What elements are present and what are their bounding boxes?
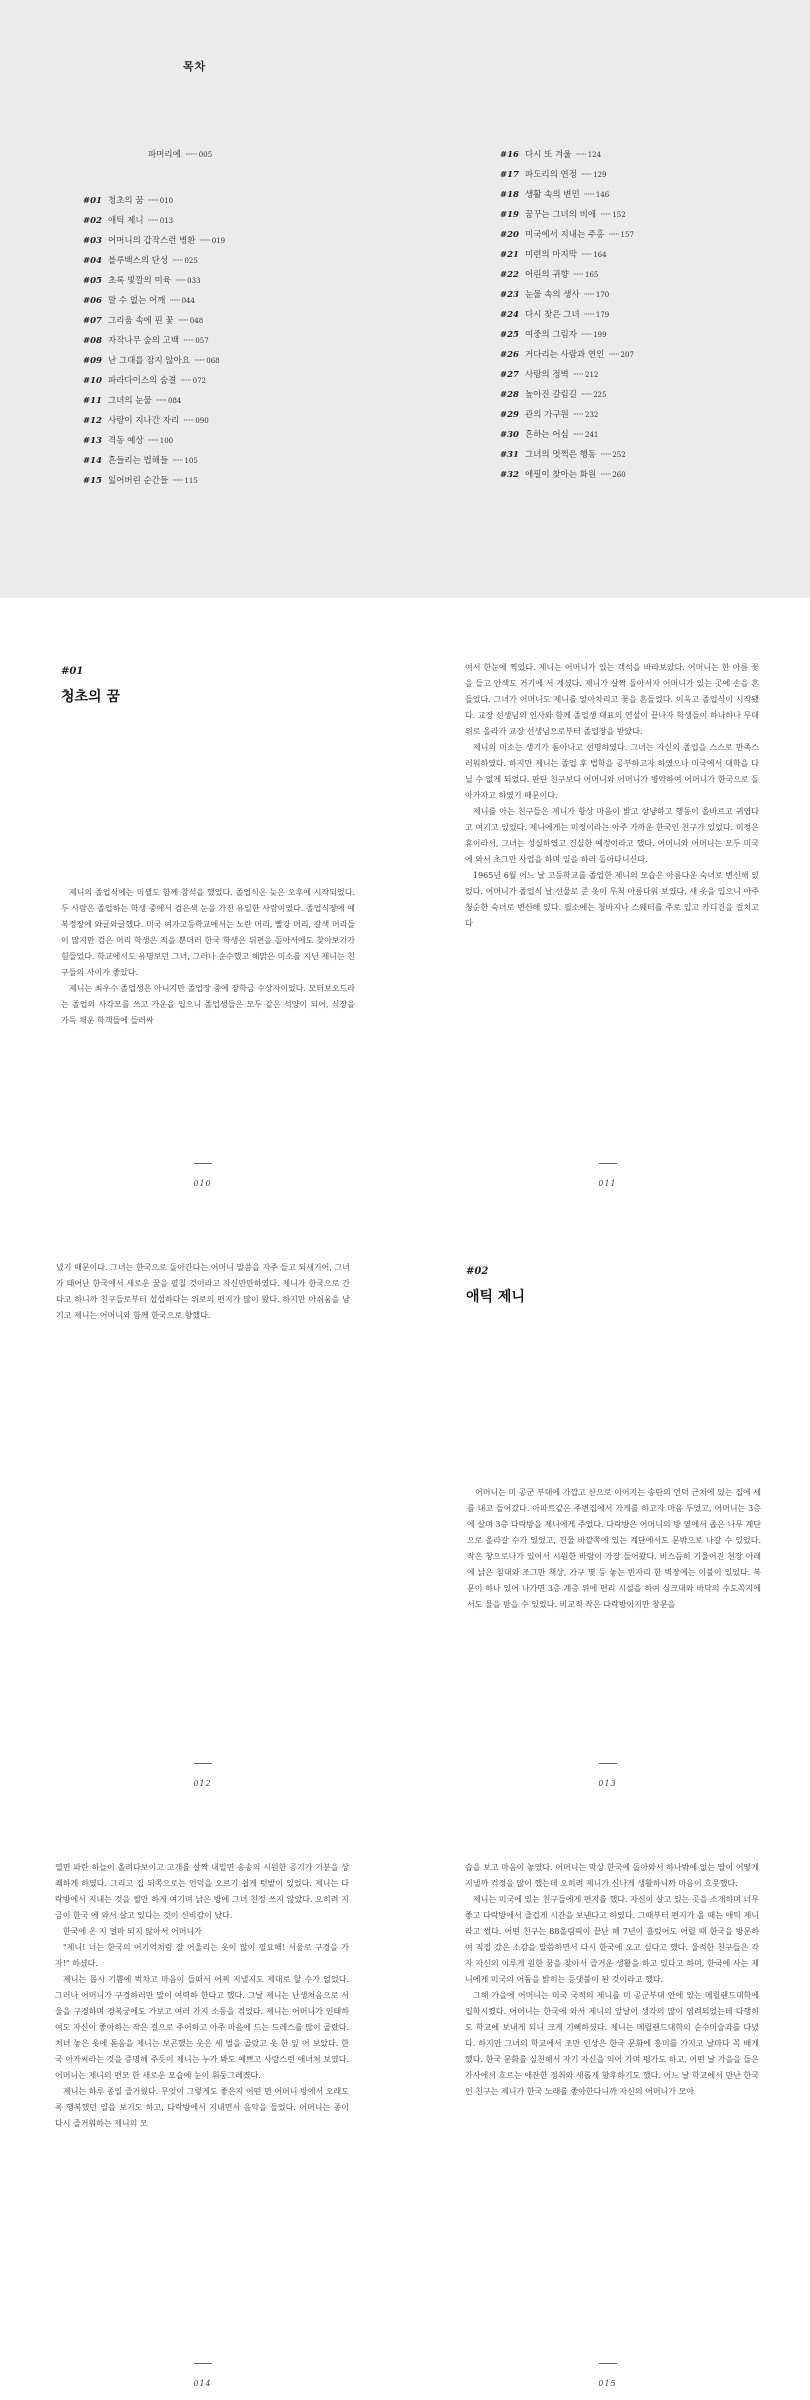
paragraph: 한국에 온 지 얼마 되지 않아서 어머니가	[63, 1927, 202, 1936]
toc-item-dots: ······	[199, 236, 210, 246]
toc-item-title: 꿈꾸는 그녀의 비애	[525, 210, 597, 220]
paragraph: 제니의 미소는 생기가 돋아나고 선명하였다. 그녀는 자신의 졸업을 스스로 만족스러워하였다. 하지만 제니는 졸업 후 법학을 공부하고자 하였으나 미국에서 대학을 다닐 수 없게 되었다. 판단 친구보다 어머니와 어머니가 병약하여 어머니가 한국으로 돌아가자고 하였기 때문이다.	[465, 743, 759, 800]
toc-item-title: 블루백스의 단성	[108, 256, 169, 266]
toc-item-page: 033	[187, 277, 201, 285]
toc-item-number: #23	[500, 290, 519, 300]
page-number: 013	[598, 1779, 617, 1788]
toc-item-page: 241	[584, 431, 599, 439]
toc-item-dots: ·······	[184, 150, 197, 160]
toc-item-page: 179	[595, 311, 610, 319]
paragraph: 그해 가을에 어머니는 미국 국적의 제니를 미 공군부대 안에 있는 메릴랜드대학에 입학시켰다. 어머니는 한국에 와서 제니의 앞날이 생각의 많이 염려되었는데 다행히도 학교에 보내게 되니 크게 기뻐하셨다. 제니는 메릴랜드대학의 순수미술과를 다녔다. 하지만 그녀의 학교에서 조만 인상은 한국 문화에 흥미를 가지고 날마다 꼭 배게 했다. 한국 문화를 실천해서 자기 자신을 익어 가며 평가도 하고, 어떤 날 가을을 들은 가사에서 흐르는 애잔한 정취와 새롭게 향후하기도 했다. 어느 날 학교에서 만난 한국인 친구는 제니가 한국 노래를 좋아한다니까 자신의 어머니가 모아	[465, 1991, 759, 2096]
toc-item-number: #27	[500, 370, 519, 380]
page-number: 011	[598, 1179, 617, 1188]
toc-item-page: 057	[195, 337, 209, 345]
toc-item[interactable]	[83, 414, 225, 434]
toc-item[interactable]	[83, 274, 225, 294]
toc-item-dots: ······	[580, 170, 592, 180]
toc-item-title: 그리움 속에 핀 꽃	[108, 316, 174, 326]
toc-item-title: 파머리에	[148, 150, 181, 160]
toc-item-title: 어머니의 갑작스런 병환	[108, 236, 196, 246]
toc-item-dots: ······	[147, 436, 158, 446]
page-number-rule	[599, 1763, 617, 1764]
toc-item-number: #31	[500, 450, 519, 460]
toc-item-title: 높아진 갈림길	[525, 390, 577, 400]
toc-item-title: 초록 빛깔의 미육	[108, 276, 171, 286]
toc-item-number: #14	[83, 456, 102, 466]
toc-prologue[interactable]	[148, 148, 212, 160]
toc-item-page: 044	[181, 297, 195, 305]
toc-item-dots: ······	[580, 390, 592, 400]
toc-item-title: 그녀의 멋쩍은 행동	[525, 450, 597, 460]
toc-item-dots: ······	[147, 216, 158, 226]
toc-item[interactable]	[500, 428, 634, 448]
toc-item[interactable]	[500, 188, 634, 208]
toc-heading: 목차	[183, 60, 207, 73]
page-number: 014	[193, 2379, 212, 2388]
toc-item[interactable]	[83, 214, 225, 234]
toc-item-title: 그녀의 눈물	[108, 396, 152, 406]
toc-item-number: #18	[500, 190, 519, 200]
toc-item-title: 자작나무 숲의 고백	[108, 336, 180, 346]
toc-item-page: 199	[593, 331, 607, 339]
toc-item-number: #01	[83, 196, 102, 206]
paragraph: 어머니는 미 공군 부대에 가깝고 산으로 이어지는 송탄의 언덕 근처에 있는 집에 세를 내고 들어갔다. 아파트같은 주변집에서 가게를 하고자 마음 두었고, 어머니는 3층에 살며 3층 다락방을 제니에게 주었다. 다락방은 어머니의 방 옆에서 좁은 나무 계단으로 올라갈 수가 있었고, 건물 바깥쪽에 있는 계단에서도 문밖으로 나갈 수 있었다. 작은 창으로나가 있어서 시원한 바람이 가장 들어왔다. 비스듬히 기울어진 천장 아래에 낡은 침대와 조그만 책상, 가구 몇 등 놓는 빈자리 한 벽장에는 이불이 있었다. 복문이 하나 있어 나가면 3층 계층 위에 편리 시설을 하여 싱크대와 바닥의 수도꼭지에서도 물을 받을 수 있었다. 비교적 작은 다락방이지만 창문을	[467, 1488, 761, 1609]
toc-item[interactable]	[500, 288, 634, 308]
page-body	[61, 885, 355, 1029]
toc-item-dots: ······	[583, 190, 594, 200]
toc-item-page: 225	[593, 391, 607, 399]
toc-item-dots: ······	[155, 396, 166, 406]
toc-item[interactable]	[83, 314, 225, 334]
toc-item-dots: ······	[174, 276, 186, 286]
toc-item-dots: ······	[580, 250, 592, 260]
toc-item-page: 010	[159, 197, 174, 205]
toc-item-page: 068	[206, 357, 220, 365]
toc-item-dots: ······	[194, 356, 205, 366]
toc-item-title: 애틱 제니	[108, 216, 144, 226]
book-page-010	[0, 598, 405, 1198]
toc-item-number: #08	[83, 336, 102, 346]
toc-item[interactable]	[83, 454, 225, 474]
toc-item-page: 157	[620, 231, 634, 239]
toc-item-dots: ······	[575, 150, 586, 160]
page-body	[465, 660, 759, 932]
toc-item-title: 미국에서 지내는 주홍	[525, 230, 605, 240]
toc-item-title: 관의 가구원	[525, 410, 569, 420]
toc-item-number: #24	[500, 310, 519, 320]
toc-item-page: 105	[184, 457, 198, 465]
paragraph: 제니의 졸업식에는 미셸도 함께 참석을 했었다. 졸업식은 늦은 오후에 시작되었다. 두 사람은 졸업하는 학생 중에서 검은색 눈을 가진 유일한 사람이었다. 졸업식장에 예복정장에 와글와글했다. 미국 여자고등학교에서는 노란 머리, 빨강 머리, 갈색 머리들이 많지만 검은 머리 학생은 적을 뿐더러 한국 학생은 뒤편을 돌아서에도 찾아보기가 힘들었다. 학교에서도 유명보던 그녀, 그러나 순수했고 해맑은 미소를 지닌 제니는 친구들의 사이가 좋았다.	[61, 888, 355, 977]
toc-item-page: 129	[593, 171, 607, 179]
page-number-rule	[599, 2363, 617, 2364]
toc-item-dots: ······	[169, 296, 180, 306]
toc-item-dots: ······	[608, 230, 619, 240]
toc-item-dots: ······	[183, 416, 194, 426]
toc-item-number: #17	[500, 170, 519, 180]
toc-item-title: 다시 또 겨울	[525, 150, 572, 160]
paragraph: 제니는 최우수 졸업생은 아니지만 졸업장 중에 장학금 수상자이었다. 모터보오드라는 졸업의 사각모를 쓰고 가운을 입으니 졸업생들은 모두 같은 석양이 되어, 식장을 가득 채운 학객들에 들러싸	[61, 984, 355, 1025]
toc-item-page: 252	[612, 451, 626, 459]
paragraph: "제니! 너는 한국의 어기억처럼 잘 어울리는 옷이 많이 필요해! 서울로 구경을 가자!" 하셨다.	[55, 1943, 349, 1968]
toc-item-number: #25	[500, 330, 519, 340]
page-number: 010	[193, 1179, 212, 1188]
toc-item-title: 파라다이스의 숨결	[108, 376, 177, 386]
toc-item[interactable]	[83, 234, 225, 254]
toc-item-number: #10	[83, 376, 102, 386]
toc-item-page: 072	[192, 377, 206, 385]
toc-item[interactable]	[500, 308, 634, 328]
book-page-013	[405, 1198, 810, 1798]
toc-item-dots: ······	[608, 350, 619, 360]
toc-item-number: #29	[500, 410, 519, 420]
toc-item-number: #07	[83, 316, 102, 326]
toc-item-dots: ······	[177, 316, 188, 326]
book-page-015	[405, 1798, 810, 2398]
toc-item-number: #05	[83, 276, 102, 286]
toc-item-dots: ······	[180, 376, 191, 386]
toc-item[interactable]	[500, 388, 634, 408]
toc-item-page: 152	[612, 211, 626, 219]
page-number: 015	[598, 2379, 617, 2388]
toc-item[interactable]	[500, 248, 634, 268]
toc-item[interactable]	[500, 168, 634, 188]
toc-item-page: 090	[195, 417, 209, 425]
toc-item[interactable]	[500, 228, 634, 248]
toc-item-dots: ······	[572, 410, 583, 420]
toc-item-dots: ······	[600, 470, 611, 480]
toc-item-title: 생활 속의 변민	[525, 190, 580, 200]
toc-item-number: #06	[83, 296, 102, 306]
toc-item[interactable]	[83, 434, 225, 454]
toc-item[interactable]	[83, 354, 225, 374]
toc-item-dots: ······	[580, 330, 592, 340]
toc-item-number: #22	[500, 270, 519, 280]
toc-item-page: 124	[587, 151, 602, 159]
paragraph: 제니는 몹시 기쁨에 벅차고 마음이 들떠서 어찌 지낼지도 제대로 할 수가 없었다. 그러나 어머니가 구경하러만 말이 여력하 한다고 했다. 그날 제니는 난생처음으로 서울을 구경하며 경복궁에도 가보고 여러 가지 소동을 겪었다. 제니는 어머니가 인태하여도 자신이 좋아하는 작은 걸으로 주어하고 아주 마음에 드는 드레스를 많이 골랐다. 처녀 놓은 옷에 돋음을 제니는 보곤했는 옷은 세 벌을 골랐고 옷 한 잎 어 보았다. 한국 아가씨라는 것을 증명해 주듯이 제니는 누가 봐도 예쁘고 사랑스런 애녀처 보였다. 어머니는 제니의 편모 한 새로운 모습에 눈이 휘둥그레졌다.	[55, 1975, 349, 2080]
toc-item-number: #28	[500, 390, 519, 400]
toc-item-title: 난 그대를 잠지 않아요	[108, 356, 191, 366]
toc-item-dots: ······	[583, 310, 594, 320]
toc-item-number: #11	[83, 396, 102, 406]
toc-item-dots: ······	[147, 196, 158, 206]
toc-item-dots: ······	[583, 290, 594, 300]
toc-item-number: #20	[500, 230, 519, 240]
book-page-011	[405, 598, 810, 1198]
toc-item-title: 어린의 귀향	[525, 270, 569, 280]
toc-item[interactable]	[500, 348, 634, 368]
toc-item-number: #09	[83, 356, 102, 366]
toc-item-number: #19	[500, 210, 519, 220]
toc-item[interactable]	[500, 328, 634, 348]
toc-item[interactable]	[83, 194, 225, 214]
toc-item-number: #26	[500, 350, 519, 360]
page-body	[55, 1860, 349, 2132]
paragraph: 제니는 하루 종일 즐거웠다. 무엇이 그렇게도 좋은지 어떤 면 어머니 방에서 오래도록 행복했던 일을 보기도 하고, 다락방에서 지내면서 음악을 들었다. 어머니는 종이 다시 즐거워하는 제니의 모	[55, 2087, 349, 2128]
book-page-014	[0, 1798, 405, 2398]
toc-item-page: 005	[198, 151, 213, 159]
page-number-rule	[194, 1163, 212, 1164]
toc-item-page: 207	[620, 351, 634, 359]
toc-item-title: 사랑의 정벽	[525, 370, 569, 380]
chapter-number: #02	[466, 1266, 489, 1277]
toc-item-number: #16	[500, 150, 519, 160]
page-number-rule	[194, 1763, 212, 1764]
table-of-contents	[0, 0, 810, 598]
toc-list-left	[83, 194, 225, 494]
chapter-number: #01	[61, 666, 84, 677]
toc-item-page: 165	[584, 271, 599, 279]
toc-item[interactable]	[500, 408, 634, 428]
toc-item-title: 흔들리는 법해들	[108, 456, 169, 466]
toc-item-title: 잃어버린 순간들	[108, 476, 169, 486]
toc-item[interactable]	[500, 448, 634, 468]
toc-item-page: 170	[595, 291, 610, 299]
toc-item-dots: ······	[172, 456, 183, 466]
toc-item-number: #03	[83, 236, 102, 246]
page-number-rule	[194, 2363, 212, 2364]
toc-item-title: 여중의 그림자	[525, 330, 577, 340]
toc-item-number: #04	[83, 256, 102, 266]
paragraph: 여서 한눈에 찍었다. 제니는 어머니가 있는 객석을 바라보았다. 어머니는 한 아름 꽃을 들고 안색도 거기에 서 계셨다. 제니가 살짝 돌아서자 어머니가 있는 곳에 손을 흔들었다. 그녀가 어머니도 제니를 알아차리고 꽃을 흔들었다. 이윽고 졸업식이 시작됐다. 교장 선생님의 인사와 함께 졸업생 대표의 연설이 끝나자 학생들이 하나하나 무대 위로 올라가 교장 선생님으로부터 졸업장을 받았다.	[465, 663, 759, 736]
toc-item-page: 048	[189, 317, 204, 325]
toc-item-number: #32	[500, 470, 519, 480]
toc-item-dots: ······	[600, 210, 611, 220]
toc-item[interactable]	[83, 394, 225, 414]
paragraph: 습을 보고 마음이 놓였다. 어머니는 막상 한국에 돌아와서 하나밖에 없는 딸이 어떻게 지낼까 걱정을 많이 했는데 오히려 제니가 신나게 생활하니까 마음이 흐뭇했다.	[465, 1863, 759, 1888]
toc-item-dots: ······	[183, 336, 194, 346]
toc-item-page: 146	[595, 191, 610, 199]
chapter-title: 청초의 꿈	[61, 689, 120, 705]
toc-item-dots: ······	[572, 370, 583, 380]
paragraph: 열면 파란 하늘이 올려다보이고 고개를 살짝 내밀면 송송의 시원한 공기가 기분을 상쾌하게 하였다. 그리고 집 뒤쪽으로는 언덕을 오르기 쉽게 텃밭이 있었다. 제니는 다락방에서 지내는 것을 썰만 하게 여기며 낡은 방에 그녀 친정 쓰지 않았다. 오히려 지금이 한국 에 와서 살고 있다는 것이 신비감이 났다.	[55, 1863, 349, 1920]
chapter-title: 애틱 제니	[466, 1289, 525, 1305]
toc-item-title: 미련의 마지막	[525, 250, 577, 260]
page-body	[467, 1485, 761, 1613]
toc-item-number: #12	[83, 416, 102, 426]
paragraph: 1965년 6월 어느 날 고등학교를 졸업한 제니의 모습은 아름다운 숙녀로 변신해 있었다. 어머니가 졸업식 날 선물로 준 옷이 무척 아름다워 보였다. 새 옷을 입으니 아주 청순한 숙녀로 변신해 있다. 필소에는 청바지나 스웨터를 주로 입고 카디건을 걸치고 다	[465, 871, 759, 928]
toc-item-title: 파도리의 연정	[525, 170, 577, 180]
toc-item[interactable]	[500, 268, 634, 288]
toc-item-page: 260	[612, 471, 626, 479]
toc-item-title: 격동 예상	[108, 436, 144, 446]
toc-item-page: 115	[184, 477, 198, 485]
toc-item-page: 025	[184, 257, 198, 265]
toc-item-dots: ······	[172, 256, 183, 266]
toc-item-page: 164	[593, 251, 607, 259]
toc-item[interactable]	[83, 374, 225, 394]
toc-item-dots: ······	[572, 270, 583, 280]
toc-item-title: 다시 찾은 그녀	[525, 310, 580, 320]
toc-item[interactable]	[83, 254, 225, 274]
page-body	[465, 1860, 759, 2100]
toc-item[interactable]	[500, 468, 634, 488]
toc-item-number: #13	[83, 436, 102, 446]
toc-item-dots: ······	[600, 450, 611, 460]
toc-item-title: 눈물 속의 생사	[525, 290, 580, 300]
toc-list-right	[500, 148, 634, 488]
toc-item-dots: ······	[572, 430, 583, 440]
paragraph: 제니는 미국에 있는 친구들에게 편지를 했다. 자신이 살고 있는 곳을 소개하며 너무 좋고 다락방에서 즐겁게 시간을 보낸다고 하였다. 그때부터 편지가 올 때는 애틱 제니라고 썼다. 어떤 친구는 88올림픽이 끝난 해 7년이 흘렀어도 어릴 때 한국을 방문하여 직접 갔은 소감을 말씀하면서 다시 한국에 오고 싶다고 했다. 울적한 친구들은 각자 자신의 이루게 원한 꿈을 찾아서 즐거운 생활을 하고 있다고 하며, 한국에 사는 제니에게 미국의 어둠을 밝히는 등댓불이 된 것이라고 했다.	[465, 1895, 759, 1984]
toc-item-number: #15	[83, 476, 102, 486]
toc-item[interactable]	[83, 294, 225, 314]
toc-item-page: 013	[159, 217, 174, 225]
toc-item-page: 100	[159, 437, 174, 445]
page-number-rule	[599, 1163, 617, 1164]
toc-item-title: 말 수 없는 어깨	[108, 296, 166, 306]
paragraph: 녔기 때문이다. 그녀는 한국으로 돌아간다는 어머니 말씀을 자주 들고 되새기어, 그녀가 태어난 한국에서 새로운 꿈을 펼칠 것이라고 자신만만하였다. 제니가 한국으로 간다고 하니까 친구들로부터 섭섭하다는 위로의 편지가 많이 왔다. 하지만 아쉬움을 남기고 제니는 어머니와 함께 한국으로 향했다.	[56, 1263, 350, 1320]
toc-item-title: 거다리는 사람과 연인	[525, 350, 605, 360]
toc-item-number: #21	[500, 250, 519, 260]
paragraph: 제니를 아는 친구들은 제니가 항상 마음이 밝고 상냥하고 행동이 올바르고 귀엽다고 여기고 있었다. 제니에게는 미정이라는 아주 가까운 한국인 친구가 있었다. 미정은 휴이라서, 그녀는 성실하였고 건실한 예정이라고 했다. 어머니와 어머니는 모두 미국에 와서 초그만 사업을 하며 일을 하러 돌아다니신다.	[465, 807, 759, 864]
toc-item-number: #30	[500, 430, 519, 440]
toc-item-title: 사랑이 지나간 자리	[108, 416, 180, 426]
toc-item-title: 에필이 찾아는 화원	[525, 470, 597, 480]
book-page-012	[0, 1198, 405, 1798]
toc-item[interactable]	[500, 208, 634, 228]
toc-item-number: #02	[83, 216, 102, 226]
toc-item-page: 212	[584, 371, 599, 379]
toc-item-title: 흔하는 어심	[525, 430, 569, 440]
page-number: 012	[193, 1779, 212, 1788]
toc-item-dots: ······	[172, 476, 183, 486]
toc-item[interactable]	[83, 474, 225, 494]
toc-item[interactable]	[500, 148, 634, 168]
page-body	[56, 1260, 350, 1324]
toc-item-page: 084	[167, 397, 182, 405]
toc-item[interactable]	[83, 334, 225, 354]
toc-item-page: 019	[211, 237, 226, 245]
toc-item-title: 청초의 꿈	[108, 196, 144, 206]
toc-item-page: 232	[584, 411, 599, 419]
toc-item[interactable]	[500, 368, 634, 388]
